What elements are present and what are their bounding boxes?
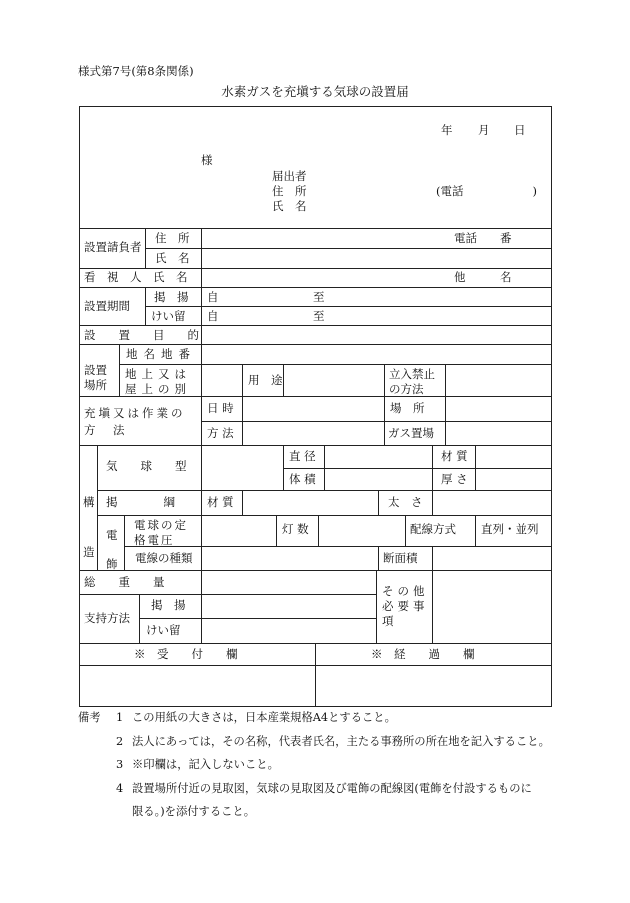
note-2-number: 2 <box>116 735 124 748</box>
form-code: 様式第7号(第8条関係) <box>78 64 194 78</box>
cross-section-label: 断面積 <box>383 551 418 565</box>
rope-label: 掲 綱 <box>106 495 175 509</box>
rope-material-label: 材 質 <box>207 495 234 509</box>
wire-type-label: 電線の種類 <box>135 551 193 565</box>
period-raise-label: 掲 揚 <box>154 290 189 304</box>
note-4-line-1: 設置場所付近の見取図，気球の見取図及び電飾の配線図(電飾を付設するものに <box>132 782 532 795</box>
note-1-number: 1 <box>116 711 124 724</box>
other-items-label: その他必要事項 <box>382 584 429 628</box>
watcher-label: 看 視 人 氏 名 <box>84 270 188 284</box>
reception-header: ※ 受 付 欄 <box>134 647 238 661</box>
rope-thickness-label: 太 さ <box>388 495 423 509</box>
balloon-material-label: 材 質 <box>441 449 468 463</box>
lamp-count-label: 灯 数 <box>282 522 309 536</box>
period-raise-from: 自 <box>207 290 219 304</box>
structure-label: 構造 <box>83 495 95 559</box>
contractor-phone-label: 電話 番 <box>454 231 512 245</box>
method-label: 方 法 <box>207 426 234 440</box>
note-1: この用紙の大きさは，日本産業規格A4とすること。 <box>132 711 396 724</box>
period-raise-to: 至 <box>313 290 325 304</box>
bulb-voltage-label: 電球の定格電圧 <box>134 518 188 547</box>
notifier-label: 届出者 <box>272 169 307 183</box>
period-moor-to: 至 <box>313 309 325 323</box>
note-3-number: 3 <box>116 758 124 771</box>
note-2: 法人にあっては，その名称，代表者氏名，主たる事務所の所在地を記入すること。 <box>132 735 550 748</box>
datetime-label: 日 時 <box>207 401 234 415</box>
purpose-label: 設 置 目 的 <box>84 328 199 342</box>
contractor-name-label: 氏 名 <box>155 251 190 265</box>
note-4-line-2: 限る。)を添付すること。 <box>132 805 256 818</box>
year-label: 年 <box>441 123 453 137</box>
gas-storage-label: ガス置場 <box>388 426 434 440</box>
note-4-number: 4 <box>116 782 124 795</box>
diameter-label: 直 径 <box>289 449 316 463</box>
ground-roof-label: 地上又は屋上の別 <box>125 367 191 396</box>
period-moor-from: 自 <box>207 309 219 323</box>
fill-location-label: 場 所 <box>390 401 425 415</box>
thickness-label: 厚 さ <box>441 472 468 486</box>
place-no-label: 地名地番 <box>126 347 196 361</box>
contractor-label: 設置請負者 <box>84 240 142 254</box>
support-label: 支持方法 <box>84 611 130 625</box>
wiring-label: 配線方式 <box>410 522 456 536</box>
support-moor-label: けい留 <box>146 623 181 637</box>
balloon-type-label: 気 球 型 <box>106 459 187 473</box>
volume-label: 体 積 <box>289 472 316 486</box>
restrict-label: 立入禁止の方法 <box>389 367 435 396</box>
period-label: 設置期間 <box>84 299 130 313</box>
note-3: ※印欄は，記入しないこと。 <box>132 758 279 771</box>
contractor-address-label: 住 所 <box>155 231 190 245</box>
total-weight-label: 総 重 量 <box>84 575 165 589</box>
support-raise-label: 掲 揚 <box>151 598 186 612</box>
series-parallel-option: 直列・並列 <box>481 522 539 536</box>
watcher-others-label: 他 名 <box>454 270 512 284</box>
notifier-address-label: 住 所 <box>272 184 307 198</box>
form-title: 水素ガスを充塡する気球の設置届 <box>221 84 409 99</box>
period-moor-label: けい留 <box>151 309 186 323</box>
elec-label: 電飾 <box>106 528 118 571</box>
usage-label: 用 途 <box>248 373 283 387</box>
notifier-phone-label: (電話 ) <box>436 184 537 198</box>
fill-method-label: 充塡又は作業の 方 法 <box>84 406 200 437</box>
notifier-name-label: 氏 名 <box>272 199 307 213</box>
progress-header: ※ 経 過 欄 <box>371 647 475 661</box>
addressee-sama: 様 <box>201 153 213 167</box>
day-label: 日 <box>514 123 526 137</box>
place-label: 設置場所 <box>84 363 107 392</box>
notes-label: 備考 <box>78 711 101 724</box>
month-label: 月 <box>478 123 490 137</box>
